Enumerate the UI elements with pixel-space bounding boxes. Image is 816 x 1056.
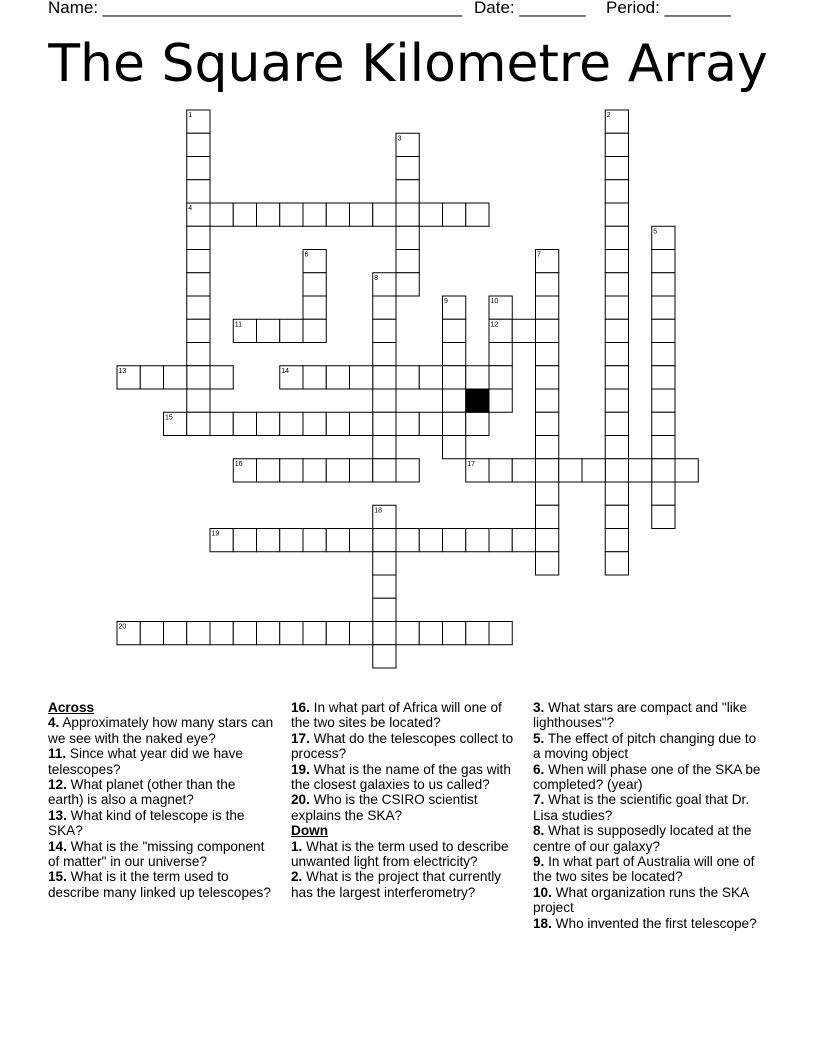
grid-cell[interactable] [280,412,303,435]
clue-number-5: 5 [653,228,658,236]
grid-cell[interactable] [210,622,233,645]
grid-cell[interactable] [652,412,675,435]
name-field-label[interactable]: Name: ______________________________________ [48,0,463,17]
grid-cell[interactable] [605,157,628,180]
grid-cell[interactable] [466,366,489,389]
grid-cell[interactable] [350,203,373,226]
grid-cell[interactable] [187,366,210,389]
clue-number: 11. [48,746,67,762]
down-clue-1 [291,839,517,870]
grid-cell[interactable] [373,366,396,389]
grid-cell[interactable] [605,343,628,366]
clue-text: When will phase one of the SKA be completed? (year) [533,761,761,793]
grid-cell[interactable] [443,343,466,366]
grid-cell[interactable] [187,412,210,435]
clue-number: 13. [48,807,67,823]
clue-number: 5. [533,730,545,746]
grid-cell[interactable] [536,552,559,575]
clue-text: The effect of pitch changing due to a moving object [533,730,757,762]
clue-number-17: 17 [467,460,476,468]
clue-number: 6. [533,761,545,777]
grid-cell[interactable] [280,319,303,342]
grid-cell[interactable] [396,157,419,180]
grid-cell[interactable] [536,459,559,482]
grid-cell[interactable] [303,319,326,342]
down-clue-10 [533,885,763,916]
grid-black-cell [466,389,489,412]
clue-text: What is the project that currently has the largest interferometry? [291,869,502,900]
grid-cell[interactable] [652,436,675,459]
grid-cell[interactable] [350,366,373,389]
grid-cell[interactable] [536,296,559,319]
clue-text: What organization runs the SKA project [533,884,749,916]
grid-cell[interactable] [373,622,396,645]
clue-number: 4. [48,715,60,731]
across-clue-4 [48,715,274,746]
grid-cell[interactable] [466,622,489,645]
clue-number-13: 13 [118,367,127,375]
grid-cell[interactable] [512,529,535,552]
grid-cell[interactable] [605,529,628,552]
clue-text: Who invented the first telescope? [551,915,757,931]
grid-cell[interactable] [187,133,210,156]
grid-cell[interactable] [536,319,559,342]
grid-cell[interactable] [373,436,396,459]
grid-cell[interactable] [210,366,233,389]
date-field-label[interactable]: Date: _______ [474,0,586,17]
grid-cell[interactable] [466,412,489,435]
grid-cell[interactable] [443,366,466,389]
grid-cell[interactable] [536,366,559,389]
clue-number-6: 6 [304,251,309,259]
grid-cell[interactable] [350,529,373,552]
grid-cell[interactable] [280,622,303,645]
grid-cell[interactable] [396,459,419,482]
grid-cell[interactable] [466,529,489,552]
clue-text: What kind of telescope is the SKA? [48,807,245,839]
across-heading: Across [48,700,95,715]
across-clue-19 [291,762,517,793]
grid-cell[interactable] [536,482,559,505]
grid-cell[interactable] [373,598,396,621]
grid-cell[interactable] [140,622,163,645]
grid-cell[interactable] [443,622,466,645]
clue-number: 17. [291,730,310,746]
grid-cell[interactable] [443,436,466,459]
across-clue-14 [48,839,274,870]
grid-cell[interactable] [326,203,349,226]
grid-cell[interactable] [164,622,187,645]
clue-number-9: 9 [444,298,448,305]
grid-cell[interactable] [605,273,628,296]
grid-cell[interactable] [303,412,326,435]
grid-cell[interactable] [303,273,326,296]
clue-text: Who is the CSIRO scientist explains the SKA? [291,792,478,823]
clue-number: 8. [533,823,545,839]
clue-number: 16. [291,700,310,715]
grid-cell[interactable] [257,412,280,435]
grid-cell[interactable] [396,412,419,435]
grid-cell[interactable] [396,203,419,226]
grid-cell[interactable] [489,459,512,482]
grid-cell[interactable] [373,319,396,342]
clue-number: 20. [291,792,310,808]
grid-cell[interactable] [373,552,396,575]
grid-cell[interactable] [233,203,256,226]
grid-cell[interactable] [466,203,489,226]
down-clue-8 [533,823,763,854]
grid-cell[interactable] [652,459,675,482]
clue-text: In what part of Australia will one of the two sites be located? [533,854,755,885]
clue-number-4: 4 [188,205,193,212]
grid-cell[interactable] [303,622,326,645]
grid-cell[interactable] [582,459,605,482]
clue-number: 14. [48,838,67,854]
grid-cell[interactable] [605,459,628,482]
clue-number: 19. [291,761,310,777]
clue-number: 7. [533,792,545,808]
clue-text: In what part of Africa will one of the two sites be located? [291,700,502,731]
grid-cell[interactable] [652,296,675,319]
grid-cell[interactable] [605,180,628,203]
clue-number: 10. [533,884,552,900]
grid-cell[interactable] [326,622,349,645]
grid-cell[interactable] [326,366,349,389]
across-clue-12 [48,777,274,808]
grid-cell[interactable] [210,203,233,226]
grid-cell[interactable] [443,203,466,226]
grid-cell[interactable] [373,459,396,482]
grid-cell[interactable] [303,366,326,389]
grid-cell[interactable] [280,459,303,482]
grid-cell[interactable] [257,622,280,645]
grid-cell[interactable] [512,459,535,482]
grid-cell[interactable] [419,203,442,226]
grid-cell[interactable] [396,250,419,273]
grid-cell[interactable] [373,203,396,226]
grid-cell[interactable] [373,645,396,668]
grid-cell[interactable] [419,622,442,645]
grid-cell[interactable] [419,412,442,435]
down-clue-3 [533,700,763,731]
clue-number: 3. [533,700,545,715]
grid-cell[interactable] [373,343,396,366]
grid-cell[interactable] [257,459,280,482]
grid-cell[interactable] [605,366,628,389]
grid-cell[interactable] [187,319,210,342]
grid-cell[interactable] [489,366,512,389]
grid-cell[interactable] [187,622,210,645]
grid-cell[interactable] [443,389,466,412]
grid-cell[interactable] [605,552,628,575]
grid-cell[interactable] [187,250,210,273]
grid-cell[interactable] [396,366,419,389]
grid-cell[interactable] [373,296,396,319]
grid-cell[interactable] [187,389,210,412]
clues-column-3 [533,700,763,931]
grid-cell[interactable] [652,273,675,296]
clue-number: 12. [48,777,67,793]
clue-number-18: 18 [374,507,383,515]
across-clue-20 [291,792,517,823]
grid-cell[interactable] [605,412,628,435]
across-clue-17 [291,731,517,762]
clue-number-20: 20 [118,623,127,631]
down-clue-5 [533,731,763,762]
clue-number-1: 1 [188,112,193,119]
grid-cell[interactable] [373,529,396,552]
grid-cell[interactable] [652,343,675,366]
grid-cell[interactable] [373,575,396,598]
grid-cell[interactable] [652,319,675,342]
grid-cell[interactable] [489,529,512,552]
grid-cell[interactable] [187,157,210,180]
clue-number-2: 2 [606,112,611,119]
clue-text: What is the "missing component of matter" in our universe? [48,838,265,870]
clue-number: 18. [533,915,552,931]
grid-cell[interactable] [396,226,419,249]
grid-cell[interactable] [605,133,628,156]
grid-cell[interactable] [536,529,559,552]
grid-cell[interactable] [605,296,628,319]
clue-number: 9. [533,854,545,870]
down-heading: Down [291,823,328,839]
page-title: The Square Kilometre Array [48,34,768,94]
grid-cell[interactable] [233,412,256,435]
grid-cell[interactable] [187,226,210,249]
grid-cell[interactable] [187,343,210,366]
clues-column-1 [48,700,274,900]
down-clue-2 [291,869,517,900]
grid-cell[interactable] [605,389,628,412]
grid-cell[interactable] [187,180,210,203]
grid-cell[interactable] [396,273,419,296]
grid-cell[interactable] [373,412,396,435]
grid-cell[interactable] [326,459,349,482]
grid-cell[interactable] [652,482,675,505]
grid-cell[interactable] [280,529,303,552]
clue-text: What do the telescopes collect to process? [291,730,514,762]
down-clue-6 [533,762,763,793]
grid-cell[interactable] [652,389,675,412]
clue-number-8: 8 [374,274,379,282]
across-clue-11 [48,746,274,777]
grid-cell[interactable] [164,366,187,389]
down-clue-9 [533,854,763,885]
grid-cell[interactable] [303,529,326,552]
grid-cell[interactable] [140,366,163,389]
clue-text: What is it the term used to describe many linked up telescopes? [48,869,271,900]
grid-cell[interactable] [396,529,419,552]
grid-cell[interactable] [536,343,559,366]
grid-cell[interactable] [605,250,628,273]
clue-number-3: 3 [397,135,402,143]
clue-number: 1. [291,838,303,854]
grid-cell[interactable] [512,319,535,342]
across-clue-16 [291,700,517,731]
period-field-label[interactable]: Period: _______ [606,0,731,17]
grid-cell[interactable] [652,505,675,528]
clue-text: What is supposedly located at the centre of our galaxy? [533,823,752,854]
grid-cell[interactable] [605,203,628,226]
grid-cell[interactable] [652,366,675,389]
grid-cell[interactable] [443,412,466,435]
grid-cell[interactable] [396,622,419,645]
clue-text: Since what year did we have telescopes? [48,746,243,777]
clue-number-12: 12 [490,321,499,329]
clue-number: 15. [48,869,67,885]
grid-cell[interactable] [605,482,628,505]
grid-cell[interactable] [187,296,210,319]
grid-cell[interactable] [303,296,326,319]
down-clue-18 [533,916,763,931]
grid-cell[interactable] [675,459,698,482]
clue-number-16: 16 [234,460,243,468]
grid-cell[interactable] [605,436,628,459]
grid-cell[interactable] [350,459,373,482]
grid-cell[interactable] [536,273,559,296]
grid-cell[interactable] [350,622,373,645]
grid-cell[interactable] [233,529,256,552]
down-clue-7 [533,792,763,823]
grid-cell[interactable] [443,529,466,552]
grid-cell[interactable] [489,622,512,645]
grid-cell[interactable] [303,203,326,226]
clue-text: What is the name of the gas with the closest galaxies to us called? [291,761,511,793]
grid-cell[interactable] [489,389,512,412]
clue-text: What planet (other than the earth) is also a magnet? [48,777,236,808]
grid-cell[interactable] [280,203,303,226]
clue-number-14: 14 [281,367,290,375]
clue-number: 2. [291,869,303,885]
grid-cell[interactable] [605,319,628,342]
grid-cell[interactable] [629,459,652,482]
grid-cell[interactable] [303,459,326,482]
clue-text: Approximately how many stars can we see with the naked eye? [48,715,274,746]
grid-cell[interactable] [419,529,442,552]
grid-cell[interactable] [350,412,373,435]
grid-cell[interactable] [419,366,442,389]
across-clue-15 [48,869,274,900]
grid-cell[interactable] [233,622,256,645]
grid-cell[interactable] [605,505,628,528]
clues-column-2 [291,700,517,900]
clue-number-19: 19 [211,530,220,538]
grid-cell[interactable] [536,505,559,528]
clue-text: What is the term used to describe unwanted light from electricity? [291,838,509,870]
grid-cell[interactable] [536,389,559,412]
grid-cell[interactable] [326,529,349,552]
grid-cell[interactable] [443,319,466,342]
clue-number-15: 15 [165,414,173,422]
clue-number-11: 11 [234,321,243,329]
grid-cell[interactable] [489,343,512,366]
grid-cell[interactable] [396,180,419,203]
grid-cell[interactable] [652,250,675,273]
clue-number-10: 10 [490,298,499,305]
grid-cell[interactable] [210,412,233,435]
grid-cell[interactable] [536,412,559,435]
clue-text: What stars are compact and "like lighthouses"? [533,700,748,731]
grid-cell[interactable] [326,412,349,435]
across-clue-13 [48,808,274,839]
grid-cell[interactable] [605,226,628,249]
grid-cell[interactable] [257,319,280,342]
grid-cell[interactable] [559,459,582,482]
grid-cell[interactable] [187,273,210,296]
grid-cell[interactable] [257,529,280,552]
grid-cell[interactable] [257,203,280,226]
grid-cell[interactable] [373,389,396,412]
clue-text: What is the scientific goal that Dr. Lisa studies? [533,792,750,823]
grid-cell[interactable] [536,436,559,459]
clue-number-7: 7 [537,251,541,259]
